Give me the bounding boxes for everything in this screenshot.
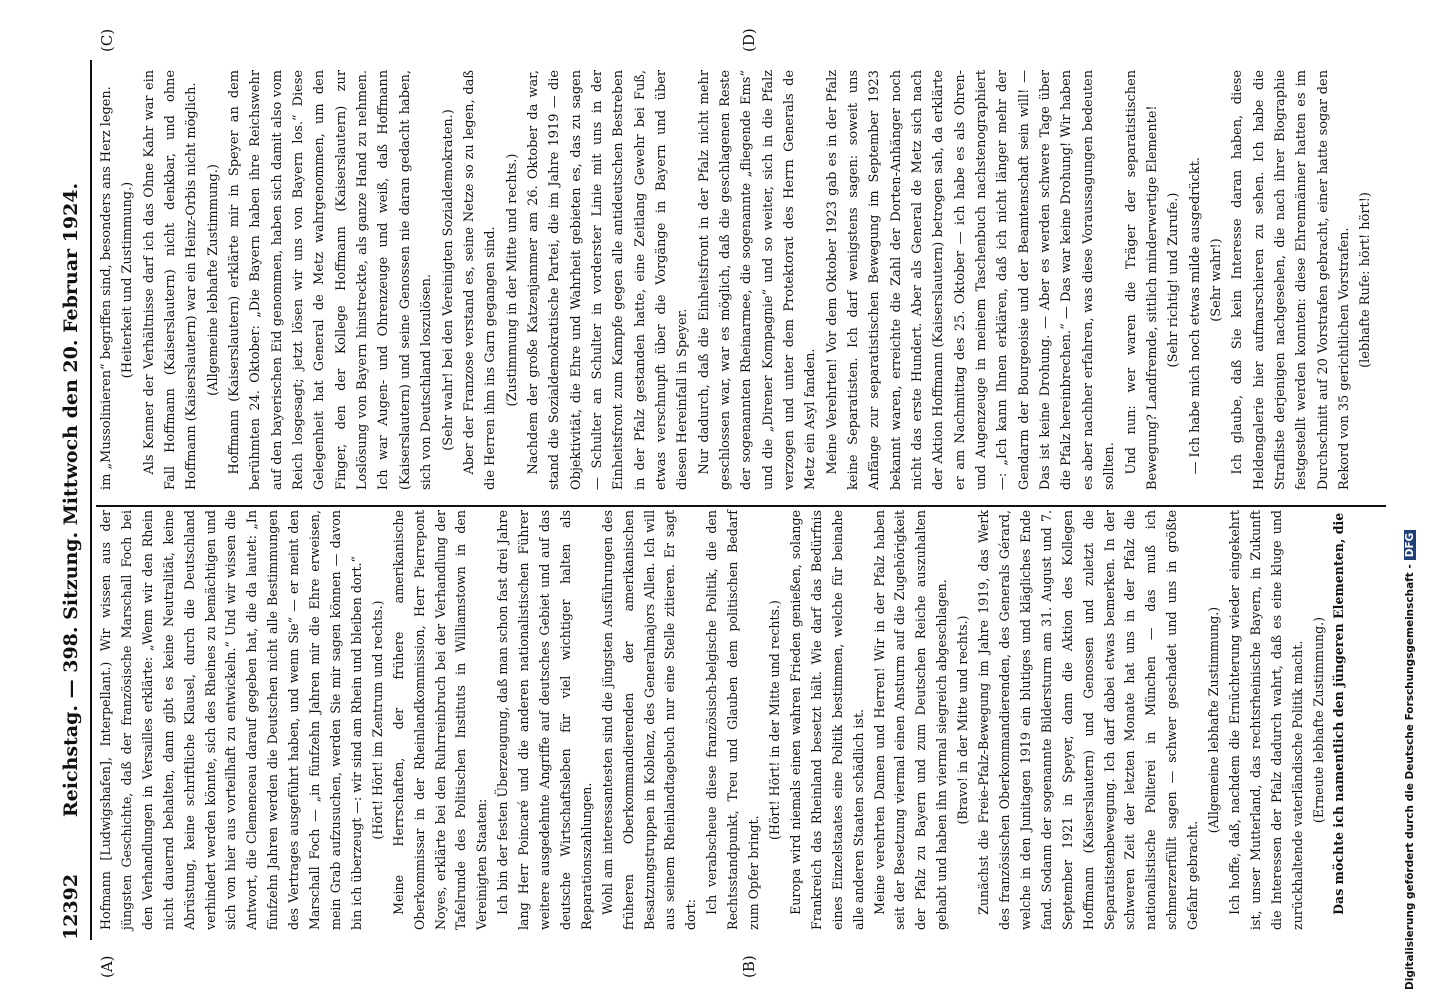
- paragraph: Das möchte ich namentlich den jüngeren Elementen, die: [1331, 512, 1347, 915]
- page-number: 12392: [60, 873, 82, 940]
- paragraph: Nur dadurch, daß die Einheitsfront in der Pfalz nicht mehr geschlossen war, war es möglich, daß die geschlagenen Reste der sogenannten Rheinarmee, die sogenannte „fliegende Ems“ und die „Direner Kompagnie“ und so weiter, sich in die Pfalz verzogen und unter dem Protektorat des Herrn Generals de Metz ein Asyl fanden.: [696, 70, 819, 490]
- margin-mark-d: (D): [740, 28, 758, 52]
- quote-paragraph: Ich verabscheue diese französisch-belgische Politik, die den Rechtsstandpunkt, Treu und Glauben dem politischen Bedarf zum Opfer bringt.: [704, 510, 762, 930]
- paragraph: Hofmann [Ludwigshafen], Interpellant.) Wir wissen aus der jüngsten Geschichte, daß der französische Marschall Foch bei den Verhandlungen in Versailles erklärte: „Wenn wir den Rhein nicht dauernd behalten, dann gibt es keine Neutralität, keine Abrüstung, keine schriftliche Klausel, durch die Deutschland verhindert werden könnte, sich des Rheines zu bemächtigen und sich von hier aus vorteilhaft zu entwickeln.“ Und wir wissen die Antwort, die Clemenceau darauf gegeben hat, die da lautet: „In fünfzehn Jahren werden die Deutschen nicht alle Bestimmungen des Vertrages ausgeführt haben, und wenn Sie“ — er meint den Marschall Foch — „in fünfzehn Jahren mir die Ehre erweisen, mein Grab aufzusuchen, werden Sie mir sagen können — davon bin ich überzeugt —: wir sind am Rhein und bleiben dort.“: [98, 510, 364, 930]
- interjection: (Allgemeine lebhafte Zustimmung.): [1206, 606, 1222, 834]
- interjection: (lebhafte Rufe: hört! hört!): [1358, 192, 1374, 368]
- paragraph: Meine verehrten Damen und Herren! Wir in der Pfalz haben seit der Besetzung viermal einen Ansturm auf die Zugehörigkeit der Pfalz zu Bayern und zum Deutschen Reiche auszuhalten gehabt und haben ihn viermal siegreich abgeschlagen.: [871, 510, 950, 930]
- page-title: Reichstag. — 398. Sitzung. Mittwoch den 20. Februar 1924.: [60, 182, 82, 818]
- interjection: (Heiterkeit und Zustimmung.): [120, 181, 136, 379]
- paragraph: Als Kenner der Verhältnisse darf ich das Ohne Kahr war ein Fall Hoffmann (Kaiserslautern) nicht denkbar, und ohne Hoffmann (Kaiserslautern) war ein Heinz-Orbis nicht möglich.: [141, 70, 200, 490]
- interjection: (Sehr wahr!): [1208, 238, 1224, 322]
- dfg-logo: DFG: [1404, 530, 1416, 561]
- funding-note-text-wrap: [1404, 10, 1424, 990]
- page-header: [60, 60, 92, 940]
- margin-mark-b: (B): [740, 955, 758, 978]
- interjection: (Bravo! in der Mitte und rechts.): [955, 615, 971, 825]
- margin-mark-a: (A): [98, 955, 116, 978]
- quote-paragraph: Ich bin der festen Überzeugung, daß man schon fast drei Jahre lang Herr Poincaré und die anderen nationalistischen Führer weitere ausgedehnte Angriffe auf deutsches Gebiet und auf das deutsche Wirtschaftsleben für viel wichtiger halten als Reparationszahlungen.: [495, 510, 594, 930]
- interjection: (Allgemeine lebhafte Zustimmung.): [205, 164, 221, 396]
- paragraph: Ich glaube, daß Sie kein Interesse daran haben, diese Heldengalerie hier aufmarschieren zu sehen. Ich habe die Strafliste derjenigen nachgesehen, die nach ihrer Biographie festgestellt werden konnten: diese Ehrenmänner hatten es im Durchschnitt auf 20 Vorstrafen gebracht, einer hatte sogar den Rekord von 35 gerichtlichen Vorstrafen.: [1230, 70, 1352, 490]
- paragraph: Aber der Franzose verstand es, seine Netze so zu legen, daß die Herren ihm ins Garn gegangen sind.: [461, 70, 499, 490]
- paragraph: Nachdem der große Katzenjammer am 26. Oktober da war, stand die Sozialdemokratische Partei, die im Jahre 1919 — die Objektivität, die Ehre und Wahrheit gebieten es, das zu sagen — Schulter an Schulter in vorderster Linie mit uns in der Einheitsfront zum Kampfe gegen alle antideutschen Bestreben in der Pfalz gestanden hatte, eine Zeitlang Gewehr bei Fuß, etwas verschnupft über die Vorgänge in Bayern und über diesen Hereinfall in Speyer.: [525, 70, 691, 490]
- funding-note-text: Digitalisierung gefördert durch die Deutsche Forschungsgemeinschaft -: [1404, 564, 1416, 990]
- column-divider: [96, 506, 1386, 508]
- paragraph: Hoffmann (Kaiserslautern) erklärte mir in Speyer an dem berühmten 24. Oktober: „Die Bayern haben ihre Reichswehr auf den bayerischen Eid genommen, haben sich damit also vom Reich losgesagt; jetzt lösen wir uns von Bayern los.“ Diese Gelegenheit hat General de Metz wahrgenommen, um den Finger, den der Kollege Hoffmann (Kaiserslautern) zur Loslösung von Bayern hinstreckte, als ganze Hand zu nehmen. Ich war Augen- und Ohrenzeuge und weiß, daß Hoffmann (Kaiserslautern) und seine Genossen nie daran gedacht haben, sich von Deutschland loszulösen.: [227, 70, 435, 490]
- interjection: (Erneute lebhafte Zustimmung.): [1310, 616, 1326, 824]
- quote-paragraph: Europa wird niemals einen wahren Frieden genießen, solange Frankreich das Rheinland besetzt hält. Wie darf das Bedürfnis eines Einzelstaates eine Politik bestimmen, welche für beinahe alle anderen Staaten schädlich ist.: [787, 510, 866, 930]
- right-column: [96, 70, 1377, 490]
- interjection: (Sehr wahr! bei den Vereinigten Sozialdemokraten.): [440, 109, 456, 451]
- funding-note: [1398, 10, 1428, 990]
- paragraph: Und nun: wer waren die Träger der separatistischen Bewegung? Landfremde, sittlich minderwertige Elemente!: [1123, 70, 1160, 490]
- paragraph: Meine Verehrten! Vor dem Oktober 1923 gab es in der Pfalz keine Separatisten. Ich darf wenigstens sagen: soweit uns Anfänge zur separatistischen Bewegung im September 1923 bekannt waren, erreichte die Zahl der Dorten-Anhänger noch nicht das erste Hundert. Aber als General de Metz sich nach der Aktion Hoffmann (Kaiserslautern) betrogen sah, da erklärte er am Nachmittag des 25. Oktober — ich habe es als Ohren- und Augenzeuge in meinem Taschenbuch nachstenographiert —: „Ich kann Ihnen erklären, daß ich nicht länger mehr der Gendarm der Bourgeoisie und der Beamtenschaft sein will! — Das ist keine Drohung. — Aber es werden schwere Tage über die Pfalz hereinbrechen.“ — Das war keine Drohung! Wir haben es aber nachher erfahren, was diese Voraussagungen bedeuten sollten.: [824, 70, 1118, 490]
- left-column: [96, 510, 1350, 930]
- paragraph: Wohl am interessantesten sind die jüngsten Ausführungen des früheren Oberkommandierenden der amerikanischen Besatzungstruppen in Koblenz, des Generalmajors Allen. Ich will aus seinem Rheinlandtagebuch nur eine Stelle zitieren. Er sagt dort:: [599, 510, 699, 930]
- paragraph: Zunächst die Freie-Pfalz-Bewegung im Jahre 1919, das Werk des französischen Oberkommandierenden, des Generals Gérard, welche in den Junitagen 1919 ein blutiges und klägliches Ende fand. Sodann der sogenannte Bildersturm am 31. August und 7. September 1921 in Speyer, dann die Aktion des Kollegen Hoffmann (Kaiserslautern) und Genossen und zuletzt die Separatistenbewegung. Ich darf dabei etwas bemerken. In der schweren Zeit der letzten Monate hat uns in der Pfalz die nationalistische Politerei in München — das muß ich schmerzerfüllt sagen — schwer geschadet und uns in größte Gefahr gebracht.: [976, 510, 1201, 930]
- interjection: (Sehr richtig! und Zurufe.): [1166, 192, 1182, 368]
- paragraph: Ich hoffe, daß, nachdem die Ernüchterung wieder eingekehrt ist, unser Mutterland, das rechtsrheinische Bayern, in Zukunft die Interessen der Pfalz dadurch wahrt, daß es eine kluge und zurückhaltende vaterländische Politik macht.: [1226, 510, 1305, 930]
- paragraph: — Ich habe mich noch etwas milde ausgedrückt.: [1187, 157, 1203, 475]
- paragraph: im „Mussolinieren“ begriffen sind, besonders ans Herz legen.: [99, 86, 114, 490]
- margin-mark-c: (C): [98, 28, 116, 52]
- interjection: (Hört! Hört! in der Mitte und rechts.): [767, 600, 782, 840]
- paragraph: Meine Herrschaften, der frühere amerikanische Oberkommissar in der Rheinlandkommission, Herr Pierrepont Noyes, erklärte bei den Ruhrreinbruch bei der Verhandlung der Tafelrunde des Politischen Instituts in Williamstown in den Vereinigten Staaten:: [390, 510, 490, 930]
- interjection: (Zustimmung in der Mitte und rechts.): [504, 153, 520, 407]
- interjection: (Hört! Hört! im Zentrum und rechts.): [369, 600, 385, 840]
